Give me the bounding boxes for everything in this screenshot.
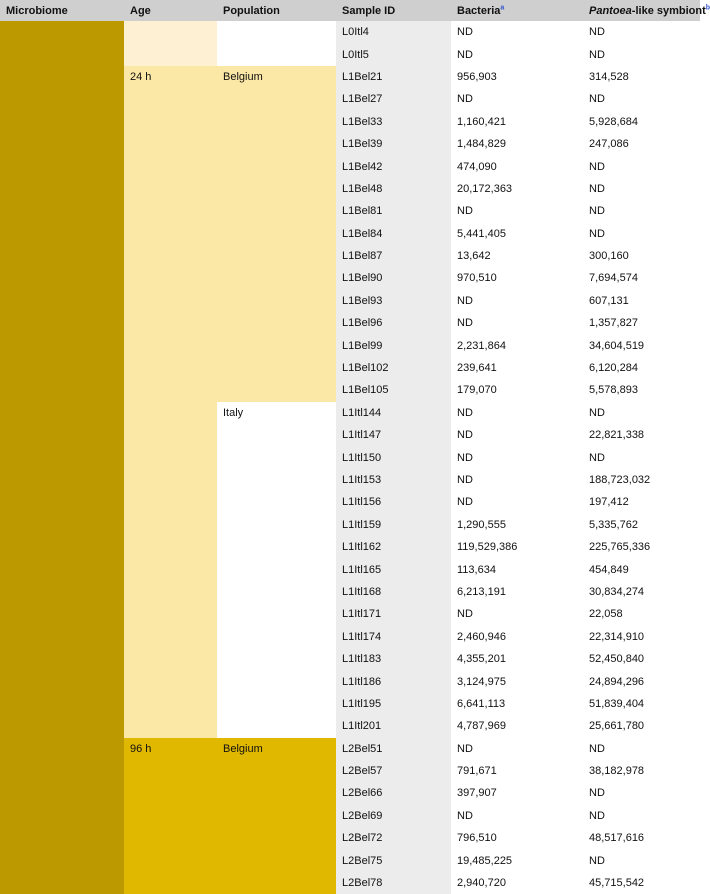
pantoea-cell: 5,578,893 bbox=[583, 379, 700, 401]
pantoea-cell: 22,314,910 bbox=[583, 626, 700, 648]
population-cell-belgium: Belgium bbox=[217, 66, 336, 402]
bacteria-cell: ND bbox=[451, 21, 583, 43]
pantoea-cell: 300,160 bbox=[583, 245, 700, 267]
header-bacteria-footnote[interactable]: a bbox=[500, 4, 504, 11]
sample-id-cell: L1Bel81 bbox=[336, 200, 451, 222]
pantoea-cell: ND bbox=[583, 805, 700, 827]
pantoea-cell: 52,450,840 bbox=[583, 648, 700, 670]
bacteria-cell: 19,485,225 bbox=[451, 849, 583, 871]
sample-id-cell: L1Bel21 bbox=[336, 66, 451, 88]
sample-id-cell: L2Bel66 bbox=[336, 782, 451, 804]
bacteria-cell: ND bbox=[451, 603, 583, 625]
sample-id-cell: L1Itl144 bbox=[336, 402, 451, 424]
pantoea-cell: ND bbox=[583, 155, 700, 177]
bacteria-cell: 397,907 bbox=[451, 782, 583, 804]
sample-id-cell: L1Bel39 bbox=[336, 133, 451, 155]
header-pantoea-genus: Pantoea bbox=[589, 5, 632, 17]
sample-id-cell: L1Itl174 bbox=[336, 626, 451, 648]
pantoea-cell: ND bbox=[583, 849, 700, 871]
sample-id-cell: L2Bel51 bbox=[336, 738, 451, 760]
bacteria-cell: 2,940,720 bbox=[451, 872, 583, 894]
sample-id-cell: L2Bel78 bbox=[336, 872, 451, 894]
bacteria-cell: ND bbox=[451, 469, 583, 491]
population-cell-belgium-96h: Belgium bbox=[217, 738, 336, 894]
pantoea-cell: 1,357,827 bbox=[583, 312, 700, 334]
sample-id-cell: L1Itl147 bbox=[336, 424, 451, 446]
bacteria-cell: 2,231,864 bbox=[451, 334, 583, 356]
sample-id-cell: L1Bel105 bbox=[336, 379, 451, 401]
pantoea-cell: 607,131 bbox=[583, 290, 700, 312]
bacteria-cell: ND bbox=[451, 402, 583, 424]
pantoea-cell: 6,120,284 bbox=[583, 357, 700, 379]
header-population: Population bbox=[217, 0, 336, 21]
bacteria-cell: 113,634 bbox=[451, 558, 583, 580]
pantoea-cell: 454,849 bbox=[583, 558, 700, 580]
bacteria-cell: 956,903 bbox=[451, 66, 583, 88]
header-bacteria bbox=[451, 0, 583, 21]
pantoea-cell: ND bbox=[583, 200, 700, 222]
bacteria-cell: 1,290,555 bbox=[451, 514, 583, 536]
table-body bbox=[0, 21, 700, 894]
sample-id-cell: L1Itl168 bbox=[336, 581, 451, 603]
age-cell-24h: 24 h bbox=[124, 66, 217, 738]
population-cell-blank bbox=[217, 21, 336, 66]
pantoea-cell: 25,661,780 bbox=[583, 715, 700, 737]
table-header-row bbox=[0, 0, 700, 21]
pantoea-cell: 314,528 bbox=[583, 66, 700, 88]
sample-id-cell: L1Itl153 bbox=[336, 469, 451, 491]
bacteria-cell: 3,124,975 bbox=[451, 670, 583, 692]
pantoea-cell: 225,765,336 bbox=[583, 536, 700, 558]
sample-id-cell: L1Bel33 bbox=[336, 111, 451, 133]
sample-id-cell: L1Bel102 bbox=[336, 357, 451, 379]
pantoea-cell: ND bbox=[583, 88, 700, 110]
pantoea-cell: ND bbox=[583, 402, 700, 424]
sample-id-cell: L1Itl162 bbox=[336, 536, 451, 558]
pantoea-cell: 7,694,574 bbox=[583, 267, 700, 289]
bacteria-cell: 791,671 bbox=[451, 760, 583, 782]
bacteria-cell: 1,160,421 bbox=[451, 111, 583, 133]
bacteria-cell: 4,355,201 bbox=[451, 648, 583, 670]
header-microbiome: Microbiome bbox=[0, 0, 124, 21]
bacteria-cell: ND bbox=[451, 805, 583, 827]
sample-id-cell: L1Itl201 bbox=[336, 715, 451, 737]
bacteria-cell: 1,484,829 bbox=[451, 133, 583, 155]
bacteria-cell: 6,641,113 bbox=[451, 693, 583, 715]
age-cell-blank bbox=[124, 21, 217, 66]
microbiome-cell bbox=[0, 21, 124, 894]
table-row bbox=[0, 21, 700, 43]
pantoea-cell: 197,412 bbox=[583, 491, 700, 513]
bacteria-cell: ND bbox=[451, 290, 583, 312]
pantoea-cell: ND bbox=[583, 446, 700, 468]
sample-id-cell: L1Itl183 bbox=[336, 648, 451, 670]
bacteria-cell: 796,510 bbox=[451, 827, 583, 849]
population-cell-italy: Italy bbox=[217, 402, 336, 738]
pantoea-cell: 247,086 bbox=[583, 133, 700, 155]
pantoea-cell: 5,928,684 bbox=[583, 111, 700, 133]
sample-id-cell: L1Bel93 bbox=[336, 290, 451, 312]
bacteria-cell: 4,787,969 bbox=[451, 715, 583, 737]
sample-id-cell: L1Bel96 bbox=[336, 312, 451, 334]
sample-id-cell: L2Bel57 bbox=[336, 760, 451, 782]
bacteria-cell: 970,510 bbox=[451, 267, 583, 289]
pantoea-cell: ND bbox=[583, 21, 700, 43]
bacteria-cell: ND bbox=[451, 491, 583, 513]
sample-id-cell: L1Itl186 bbox=[336, 670, 451, 692]
sample-id-cell: L1Bel90 bbox=[336, 267, 451, 289]
sample-id-cell: L1Itl171 bbox=[336, 603, 451, 625]
pantoea-cell: ND bbox=[583, 178, 700, 200]
bacteria-cell: 119,529,386 bbox=[451, 536, 583, 558]
header-age: Age bbox=[124, 0, 217, 21]
header-pantoea bbox=[583, 0, 700, 21]
sample-id-cell: L0Itl4 bbox=[336, 21, 451, 43]
sample-id-cell: L1Itl159 bbox=[336, 514, 451, 536]
pantoea-cell: 38,182,978 bbox=[583, 760, 700, 782]
sample-id-cell: L2Bel72 bbox=[336, 827, 451, 849]
bacteria-cell: 474,090 bbox=[451, 155, 583, 177]
pantoea-cell: ND bbox=[583, 43, 700, 65]
age-cell-96h: 96 h bbox=[124, 738, 217, 894]
pantoea-cell: ND bbox=[583, 738, 700, 760]
pantoea-cell: ND bbox=[583, 782, 700, 804]
bacteria-cell: 5,441,405 bbox=[451, 223, 583, 245]
sample-id-cell: L1Bel87 bbox=[336, 245, 451, 267]
header-sample-id: Sample ID bbox=[336, 0, 451, 21]
bacteria-cell: ND bbox=[451, 424, 583, 446]
pantoea-cell: 48,517,616 bbox=[583, 827, 700, 849]
pantoea-cell: 5,335,762 bbox=[583, 514, 700, 536]
sample-id-cell: L1Bel48 bbox=[336, 178, 451, 200]
bacteria-cell: ND bbox=[451, 200, 583, 222]
pantoea-cell: 188,723,032 bbox=[583, 469, 700, 491]
sample-id-cell: L1Bel27 bbox=[336, 88, 451, 110]
sample-id-cell: L1Itl156 bbox=[336, 491, 451, 513]
header-pantoea-footnote[interactable]: b bbox=[706, 4, 710, 11]
sample-id-cell: L1Itl165 bbox=[336, 558, 451, 580]
sample-id-cell: L1Bel99 bbox=[336, 334, 451, 356]
sample-id-cell: L0Itl5 bbox=[336, 43, 451, 65]
sample-id-cell: L2Bel69 bbox=[336, 805, 451, 827]
sample-id-cell: L1Bel84 bbox=[336, 223, 451, 245]
pantoea-cell: 51,839,404 bbox=[583, 693, 700, 715]
bacteria-cell: 239,641 bbox=[451, 357, 583, 379]
bacteria-cell: 2,460,946 bbox=[451, 626, 583, 648]
sample-id-cell: L2Bel75 bbox=[336, 849, 451, 871]
bacteria-cell: ND bbox=[451, 88, 583, 110]
sample-id-cell: L1Bel42 bbox=[336, 155, 451, 177]
bacteria-cell: ND bbox=[451, 43, 583, 65]
pantoea-cell: 24,894,296 bbox=[583, 670, 700, 692]
pantoea-cell: 34,604,519 bbox=[583, 334, 700, 356]
pantoea-cell: 22,058 bbox=[583, 603, 700, 625]
bacteria-cell: 179,070 bbox=[451, 379, 583, 401]
bacteria-cell: ND bbox=[451, 446, 583, 468]
sample-id-cell: L1Itl150 bbox=[336, 446, 451, 468]
pantoea-cell: 30,834,274 bbox=[583, 581, 700, 603]
header-pantoea-label: -like symbiont bbox=[632, 5, 706, 17]
bacteria-cell: ND bbox=[451, 738, 583, 760]
bacteria-cell: 13,642 bbox=[451, 245, 583, 267]
header-bacteria-label: Bacteria bbox=[457, 5, 500, 17]
pantoea-cell: 45,715,542 bbox=[583, 872, 700, 894]
bacteria-cell: ND bbox=[451, 312, 583, 334]
bacteria-cell: 6,213,191 bbox=[451, 581, 583, 603]
pantoea-cell: ND bbox=[583, 223, 700, 245]
pantoea-cell: 22,821,338 bbox=[583, 424, 700, 446]
sample-id-cell: L1Itl195 bbox=[336, 693, 451, 715]
bacteria-cell: 20,172,363 bbox=[451, 178, 583, 200]
